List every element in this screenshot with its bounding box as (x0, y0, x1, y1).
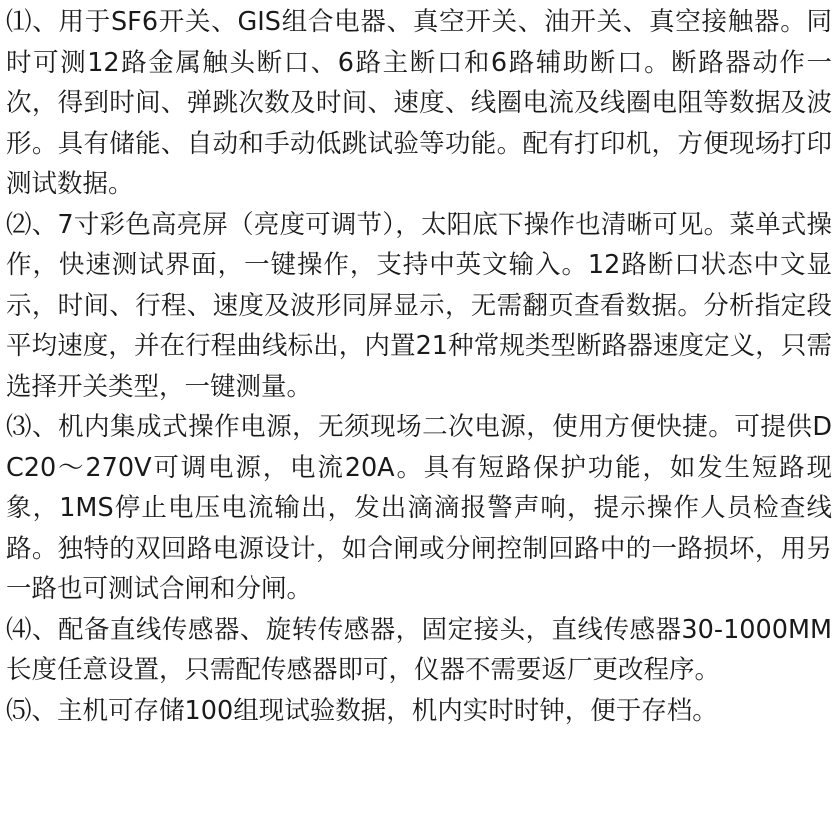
paragraph-1-text: 用于SF6开关、GIS组合电器、真空开关、油开关、真空接触器。同时可测12路金属触头断口、6路主断口和6路辅助断口。断路器动作一次，得到时间、弹跳次数及时间、速度、线圈电流及线圈电阻等数据及波形。具有储能、自动和手动低跳试验等功能。配有打印机，方便现场打印测试数据。 (6, 7, 832, 199)
paragraph-3 (6, 407, 832, 610)
paragraph-2-text: 7寸彩色高亮屏（亮度可调节），太阳底下操作也清晰可见。菜单式操作，快速测试界面，一键操作，支持中英文输入。12路断口状态中文显示，时间、行程、速度及波形同屏显示，无需翻页查看数据。分析指定段平均速度，并在行程曲线标出，内置21种常规类型断路器速度定义，只需选择开关类型，一键测量。 (6, 209, 832, 402)
paragraph-3-marker: ⑶、 (6, 412, 59, 442)
paragraph-5-text: 主机可存储100组现试验数据，机内实时时钟，便于存档。 (57, 695, 718, 726)
paragraph-4-marker: ⑷、 (6, 614, 58, 645)
spec-document (6, 0, 832, 731)
paragraph-5-marker: ⑸、 (6, 695, 58, 726)
paragraph-1 (6, 2, 832, 205)
paragraph-2 (6, 205, 832, 408)
paragraph-2-marker: ⑵、 (6, 209, 58, 240)
paragraph-1-marker: ⑴、 (6, 7, 59, 37)
paragraph-4 (6, 610, 832, 691)
paragraph-3-text: 机内集成式操作电源，无须现场二次电源，使用方便快捷。可提供DC20～270V可调电源，电流20A。具有短路保护功能，如发生短路现象，1MS停止电压电流输出，发出滴滴报警声响，提示操作人员检查线路。独特的双回路电源设计，如合闸或分闸控制回路中的一路损坏，用另一路也可测试合闸和分闸。 (6, 412, 832, 604)
paragraph-5 (6, 691, 832, 732)
paragraph-4-text: 配备直线传感器、旋转传感器，固定接头，直线传感器30-1000MM长度任意设置，只需配传感器即可，仪器不需要返厂更改程序。 (6, 614, 832, 685)
